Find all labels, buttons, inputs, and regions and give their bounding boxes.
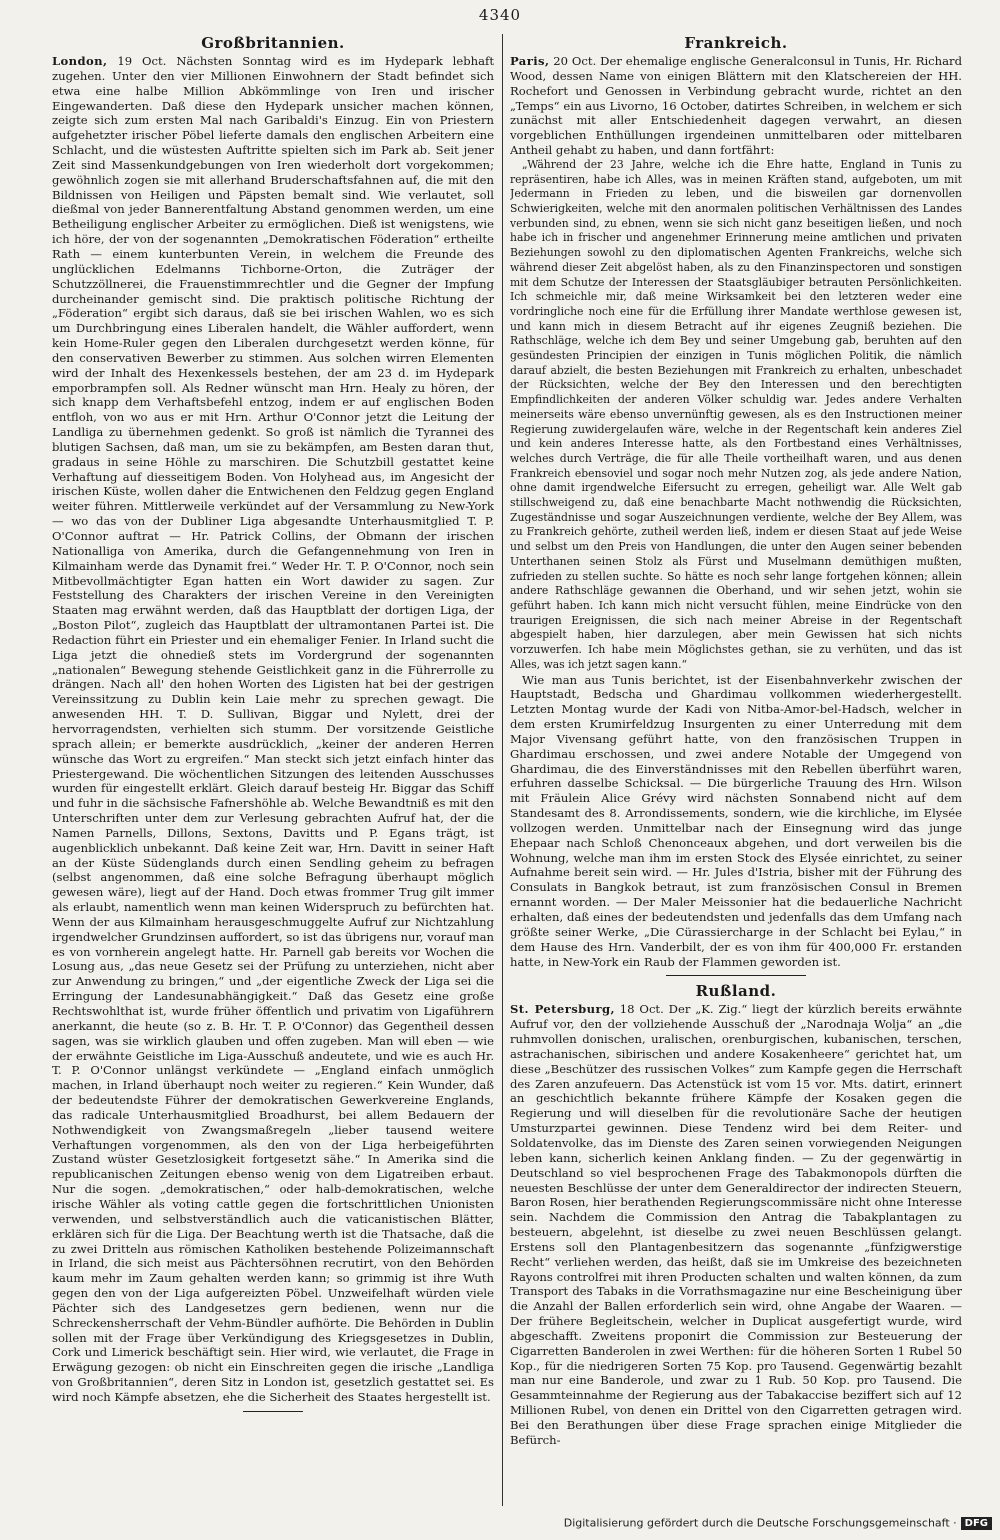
paris-article-intro <box>510 54 962 158</box>
section-separator-rule <box>666 975 806 976</box>
dateline-date-london: 19 Oct. <box>107 54 177 68</box>
dateline-place-london: London, <box>52 54 108 68</box>
petersburg-article <box>510 1002 962 1447</box>
wood-letter-quote: „Während der 23 Jahre, welche ich die Ehre hatte, England in Tunis zu repräsentiren, habe ich Alles, was in meinen Kräften stand, aufgeboten, um mit Jedermann in Frieden zu leben, und die bisweilen gar dornenvollen Schwierigkeiten, welche mit den anormalen politischen Verhältnissen des Landes verbunden sind, zu ebnen, wenn sie sich nicht ganz beseitigen ließen, und noch habe ich in frischer und angenehmer Erinnerung meine amtlichen und privaten Beziehungen sowohl zu den diplomatischen Agenten Frankreichs, welche sich während dieser Zeit abgelöst haben, als zu den Finanzinspectoren und sonstigen mit dem Schutze der Interessen der Staatsgläubiger betrauten Persönlichkeiten. Ich schmeichle mir, daß meine Wirksamkeit bei den letzteren weder eine vordringliche noch eine für die Erfüllung ihrer Mandate werthlose gewesen ist, und kann mich in diesem Betracht auf ihr eigenes Zeugniß beziehen. Die Rathschläge, welche ich dem Bey und seiner Umgebung gab, beruhten auf den gesündesten Principien der einzigen in Tunis möglichen Politik, die nämlich darauf abzielt, die besten Beziehungen mit Frankreich zu erhalten, unbeschadet der Rücksichten, welche der Bey den Interessen und den berechtigten Empfindlichkeiten der anderen Völker schuldig war. Jedes andere Verhalten meinerseits wäre ebenso unvernünftig gewesen, als es den Instructionen meiner Regierung zuwidergelaufen wäre, welche in der Regentschaft kein anderes Ziel und kein anderes Interesse hatte, als den Fortbestand eines Verhältnisses, welches durch Verträge, die für alle Theile vortheilhaft waren, und aus denen Frankreich ebensoviel und sogar noch mehr Nutzen zog, als jede andere Nation, ohne damit irgendwelche Eifersucht zu erregen, geheiligt war. Alle Welt gab stillschweigend zu, daß eine benachbarte Macht nothwendig die Rücksichten, Zugeständnisse und sogar Auszeichnungen verdiente, welche der Bey Allem, was zu Frankreich gehörte, zutheil werden ließ, indem er diesen Staat auf jede Weise und selbst um den Preis von Handlungen, die unter den Augen seiner bebenden Unterthanen seinen Stolz als Fürst und Muselmann demüthigen mußten, zufrieden zu stellen suchte. So hätte es noch sehr lange fortgehen können; allein andere Rathschläge gewannen die Oberhand, und wir sehen jetzt, wohin sie geführt haben. Ich kann mich nicht versucht fühlen, meine Eindrücke von den traurigen Ereignissen, die sich nach meiner Abreise in der Regentschaft abgespielt haben, hier darzulegen, aber mein Gewissen hat sich nichts vorzuwerfen. Ich habe mein Möglichstes gethan, sie zu verhüten, und das ist Alles, was ich jetzt sagen kann.“ <box>510 157 962 671</box>
dfg-logo-icon: DFG <box>961 1517 992 1530</box>
tunis-news-paragraph: Wie man aus Tunis berichtet, ist der Eisenbahnverkehr zwischen der Hauptstadt, Bedscha und Ghardimau vollkommen wiederhergestellt. Letzten Montag wurde der Kadi von Nitba-Amor-bel-Hadsch, welcher in dem ersten Krumirfeldzug Insurgenten zu einer Unterredung mit dem Major Vivensang geführt hatte, von den französischen Truppen in Ghardimau erschossen, und zwei andere Notable der Umgegend von Ghardimau, die des Einverständnisses mit den Rebellen überführt waren, erfuhren dasselbe Schicksal. — Die bürgerliche Trauung des Hrn. Wilson mit Fräulein Alice Grévy wird nächsten Sonnabend nicht auf dem Standesamt des 8. Arrondissements, sondern, wie die kirchliche, im Elysée vollzogen werden. Unmittelbar nach der Einsegnung wird das junge Ehepaar nach Schloß Chenonceaux abgehen, und dort verweilen bis die Wohnung, welche man ihm im ersten Stock des Elysée einrichtet, zu seiner Aufnahme bereit sein wird. — Hr. Jules d'Istria, bisher mit der Führung des Consulats in Bangkok betraut, ist zum französischen Consul in Bremen ernannt worden. — Der Maler Meissonier hat die bedauerliche Nachricht erhalten, daß eines der bedeutendsten und jedenfalls das dem Umfang nach größte seiner Werke, „Die Cürassiercharge in der Schlacht bei Eylau,“ in dem Hause des Hrn. Vanderbilt, der es von ihm für 400,000 Fr. erstanden hatte, in New-York ein Raub der Flammen geworden ist. <box>510 672 962 969</box>
london-article-text: Nächsten Sonntag wird es im Hydepark lebhaft zugehen. Unter den vier Millionen Einwohnern der Stadt befindet sich etwa eine halbe Million Abkömmlinge von Iren und irischer Eingewanderten. Daß diese den Hydepark unsicher machen können, zeigte sich zum ersten Mal nach Garibaldi's Einzug. Ein von Priestern aufgehetzter irischer Pöbel lieferte damals den englischen Arbeitern eine Schlacht, und die wüstesten Auftritte spielten sich im Park ab. Seit jener Zeit sind Massenkundgebungen von Iren wiederholt dort vorgekommen; gewöhnlich zogen sie mit allerhand Bruderschaftsfahnen auf, die mit den Bildnissen von Heiligen und Päpsten bemalt sind. Wie verlautet, soll dießmal von jeder Bannerentfaltung Abstand genommen werden, um eine Betheiligung englischer Arbeiter zu ermöglichen. Dieß ist wenigstens, wie ich höre, der von der sogenannten „Demokratischen Föderation“ ertheilte Rath — einem kunterbunten Verein, in welchem die Freunde des unglücklichen Edelmanns Tichborne-Orton, die Zuträger der Schutzzöllnerei, die Frauenstimmrechtler und die Gegner der Impfung durcheinander gemischt sind. Die praktisch politische Richtung der „Föderation“ ergibt sich daraus, daß sie bei irischen Wahlen, wo es sich um Durchbringung eines Liberalen handelt, die Wähler auffordert, wenn kein Home-Ruler gegen den Liberalen durchgesetzt werden könne, für den conservativen Bewerber zu stimmen. Aus solchen wirren Elementen wird der Inhalt des Hexenkessels bestehen, der am 23 d. im Hydepark emporbrampfen soll. Als Redner wünscht man Hrn. Healy zu hören, der sich knapp dem Verhaftsbefehl entzog, indem er auf englischen Boden entfloh, von wo aus er mit Hrn. Arthur O'Connor jetzt die Leitung der Landliga zu übernehmen gedenkt. So groß ist nämlich die Tyrannei des blutigen Sachsen, daß man, um sie zu bekämpfen, am Besten daran thut, gradaus in seine Höhle zu marschiren. Die Schutzbill gestattet keine Verhaftung auf diesseitigem Boden. Von Holyhead aus, im Angesicht der irischen Küste, wollen daher die Entwichenen den Feldzug gegen England weiter führen. Mittlerweile verkündet auf der Versammlung zu New-York — wo das von der Dubliner Liga abgesandte Unterhausmitglied T. P. O'Connor auftrat — Hr. Patrick Collins, der Obmann der irischen Nationalliga von Amerika, durch die Gefangennehmung von Iren in Kilmainham werde das Dynamit frei.“ Weder Hr. T. P. O'Connor, noch sein Mitbevollmächtigter Egan hatten ein Wort dawider zu sagen. Zur Feststellung des Charakters der irischen Vereine in den Vereinigten Staaten mag erwähnt werden, daß das Hauptblatt der dortigen Liga, der „Boston Pilot“, zugleich das Hauptblatt der ultramontanen Partei ist. Die Redaction führt ein Priester und ein ehemaliger Fenier. In Irland sucht die Liga jetzt die ohnedieß stets im Vordergrund der sogenannten „nationalen“ Bewegung stehende Geistlichkeit ganz in die Führerrolle zu drängen. Nach all' den hohen Worten des Ligisten hat bei der gestrigen Vereinssitzung zu Dublin kein Laie mehr zu sprechen gewagt. Die anwesenden HH. T. D. Sullivan, Biggar und Nylett, drei der hervorragendsten, verhielten sich stumm. Der vorsitzende Geistliche sprach allein; er bemerkte ausdrücklich, „keiner der anderen Herren wünsche das Wort zu ergreifen.“ Man steckt sich jetzt einfach hinter das Priestergewand. Die wöchentlichen Sitzungen des leitenden Ausschusses wurden für eingestellt erklärt. Gleich darauf besteig Hr. Biggar das Schiff und fuhr in die sächsische Fafnershöhle ab. Welche Bewandtniß es mit den Unterschriften unter dem zur Verlesung gebrachten Aufruf hat, der die Namen Parnells, Dillons, Sextons, Davitts und P. Egans trägt, ist augenblicklich unbekannt. Daß keine Zeit war, Hrn. Davitt in seiner Haft an der Küste Südenglands durch einen Sendling geheim zu befragen (selbst angenommen, daß eine solche Befragung überhaupt möglich gewesen wäre), liegt auf der Hand. Doch etwas frommer Trug gilt immer als erlaubt, namentlich wenn man keinen Widerspruch zu befürchten hat. Wenn der aus Kilmainham herausgeschmuggelte Aufruf zur Nichtzahlung irgendwelcher Grundzinsen auffordert, so ist das übrigens nur, vorauf man es von vornherein angelegt hatte. Hr. Parnell gab bereits vor Wochen die Losung aus, „das neue Gesetz sei der Prüfung zu unterziehen, nicht aber zur Anwendung zu bringen,“ und „der eigentliche Zweck der Liga sei die Erringung der Landesunabhängigkeit.“ Daß das Gesetz eine große Rechtswohlthat ist, wurde früher öffentlich und privatim von Ligaführern anerkannt, die heute (so z. B. Hr. T. P. O'Connor) das Gegentheil dessen sagen, was sie wirklich glauben und offen zugeben. Man will eben — wie der erwähnte Geistliche im Liga-Ausschuß andeutete, und wie es auch Hr. T. P. O'Connor unlängst verkündete — „England einfach unmöglich machen, in Irland überhaupt noch weiter zu regieren.“ Kein Wunder, daß der bedeutendste Führer der demokratischen Gewerkvereine Englands, das radicale Unterhausmitglied Broadhurst, bei allem Bedauern der Nothwendigkeit von Zwangsmaßregeln „lieber tausend weitere Verhaftungen vorgenommen, als den von der Liga herbeigeführten Zustand wüster Gesetzlosigkeit fortgesetzt sähe.“ In Amerika sind die republicanischen Zeitungen ebenso wenig von dem Ligatreiben erbaut. Nur die sogen. „demokratischen,“ oder halb-demokratischen, welche irische Wähler als voting cattle gegen die fortschrittlichen Unionisten verwenden, und selbstverständlich auch die vaticanistischen Blätter, erklären sich für die Liga. Der Beachtung werth ist die Thatsache, daß die zu zwei Dritteln aus römischen Katholiken bestehende Polizeimannschaft in Irland, die sich meist aus Pächtersöhnen recrutirt, von den Behörden kaum mehr im Zaum gehalten werden kann; so grimmig ist ihre Wuth gegen den von der Liga aufgereizten Pöbel. Unzweifelhaft würden viele Pächter sich des Landgesetzes gern bedienen, wenn nur die Schreckensherrschaft der Vehm-Bündler aufhörte. Die Behörden in Dublin sollen mit der Frage über Verkündigung des Kriegsgesetzes in Dublin, Cork und Limerick beschäftigt sein. Hier wird, wie verlautet, die Frage in Erwägung gezogen: ob nicht ein Einschreiten gegen die irische „Landliga von Großbritannien“, deren Sitz in London ist, gesetzlich gestattet sei. Es wird noch Kämpfe absetzen, ehe die Sicherheit des Staates hergestellt ist. <box>52 54 494 1404</box>
footer-credit-text: Digitalisierung gefördert durch die Deutsche Forschungsgemeinschaft · <box>563 1516 957 1530</box>
section-heading-russia: Rußland. <box>695 982 777 1001</box>
page-number: 4340 <box>478 6 522 24</box>
section-heading-great-britain: Großbritannien. <box>201 34 345 52</box>
paris-intro-text: Der ehemalige englische Generalconsul in Tunis, Hr. Richard Wood, dessen Name von einigen Blättern mit den Klatschereien der HH. Rochefort und Genossen in Verbindung gebracht wurde, richtet an den „Temps“ ein aus Livorno, 16 October, datirtes Schreiben, in welchem er sich zunächst mit aller Entschiedenheit dagegen verwahrt, an diesen vorgeblichen Enthüllungen irgendeinen unmittelbaren oder mittelbaren Antheil gehabt zu haben, und dann fortfährt: <box>510 54 962 158</box>
dateline-date-petersburg: 18 Oct. <box>614 1002 669 1017</box>
dateline-place-paris: Paris, <box>510 54 550 68</box>
london-article <box>52 54 494 1405</box>
article-end-rule <box>243 1411 303 1412</box>
section-heading-france: Frankreich. <box>684 34 788 52</box>
left-column <box>52 34 494 1508</box>
petersburg-article-text: Der „K. Zig.“ liegt der kürzlich bereits erwähnte Aufruf vor, den der vollziehende Ausschuß der „Narodnaja Wolja“ an „die ruhmvollen donischen, uralischen, orenburgischen, kubanischen, terschen, astrachanischen, sibirischen und andere Kosakenheere“ gerichtet hat, um diese „Beschützer des russischen Volkes“ zum Kampfe gegen die Herrschaft des Zaren anzufeuern. Das Actenstück ist vom 15 vor. Mts. datirt, erinnert an geschichtlich bekannte frühere Kämpfe der Kosaken gegen die Regierung und will dieselben für die revolutionäre Sache der heutigen Umsturzpartei gewinnen. Diese Tendenz wird bei dem Reiter- und Soldatenvolke, das im Dienste des Zaren seinen vorwiegenden Neigungen leben kann, sicherlich keinen Anklang finden. — Zu der gegenwärtig in Deutschland so viel besprochenen Frage des Tabakmonopols dürften die neuesten Beschlüsse der unter dem Generaldirector der indirecten Steuern, Baron Rosen, hier berathenden Regierungscommissäre nicht ohne Interesse sein. Nachdem die Commission den Antrag die Tabakplantagen zu besteuern, abgelehnt, ist dieselbe zu zwei neuen Beschlüssen gelangt. Erstens soll den Plantagenbesitzern das sogenannte „fünfzigwerstige Recht“ verliehen werden, das heißt, daß sie im Umkreise des bezeichneten Rayons controlfrei mit ihren Producten schalten und walten können, da zum Transport des Tabaks in die Vorrathsmagazine nur eine Bescheinigung über die Anzahl der Ballen erforderlich sein wird, ohne Angabe der Waaren. — Der frühere Begleitschein, welcher in Duplicat ausgefertigt wurde, wird abgeschafft. Zweitens proponirt die Commission zur Besteuerung der Cigarretten Banderolen in zwei Werthen: für die höheren Sorten 1 Rubel 50 Kop., für die niedrigeren Sorten 75 Kop. pro Tausend. Gegenwärtig bezahlt man nur eine Banderole, und zwar zu 1 Rub. 50 Kop. pro Tausend. Die Gesammteinnahme der Regierung aus der Tabakaccise beziffert sich auf 12 Millionen Rubel, von denen ein Drittel von den Cigarretten getragen wird. Bei den Berathungen über diese Frage sprachen einige Mitglieder die Befürch- <box>510 1002 962 1447</box>
right-column <box>510 34 962 1508</box>
dateline-place-petersburg: St. Petersburg, <box>510 1002 615 1017</box>
column-divider <box>502 34 503 1506</box>
dateline-date-paris: 20 Oct. <box>549 54 601 68</box>
digitization-footer <box>0 1516 1000 1534</box>
